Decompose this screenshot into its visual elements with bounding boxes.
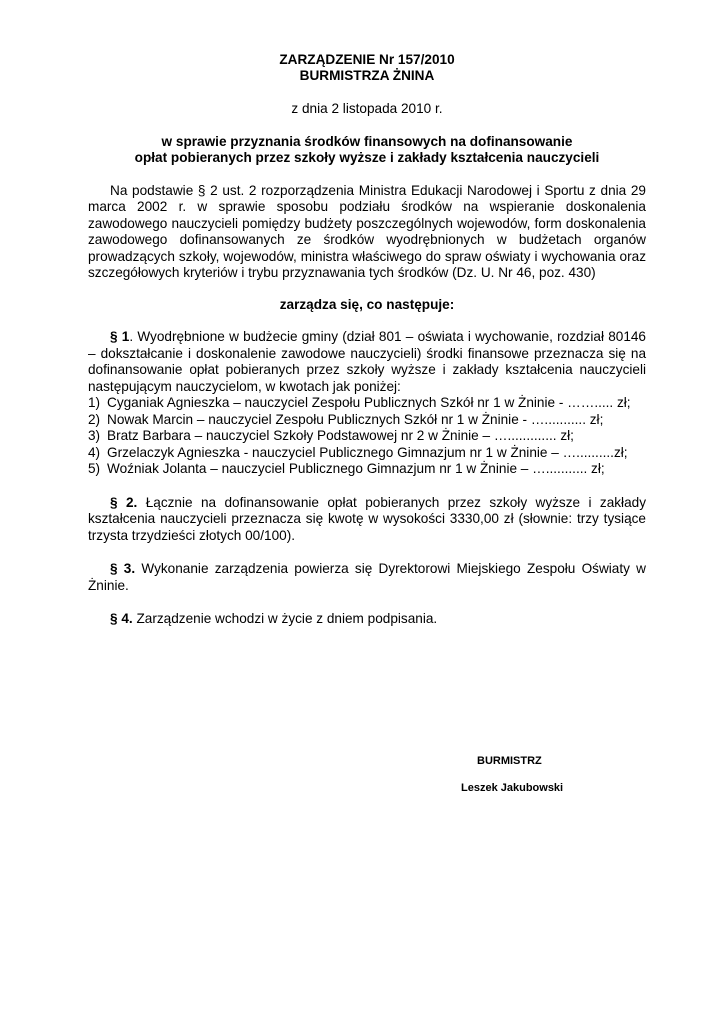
- list-item-text: Bratz Barbara – nauczyciel Szkoły Podstawowej nr 2 w Żninie – …............. zł;: [107, 428, 574, 443]
- section-1-text: . Wyodrębnione w budżecie gminy (dział 801 – oświata i wychowanie, rozdział 80146 – dokształcanie i doskonalenie zawodowe nauczycieli) środki finansowe przeznacza się na dofinansowanie opłat pobieranych przez szkoły wyższe i zakłady kształcenia nauczycieli następującym nauczycielom, w kwotach jak poniżej:: [88, 329, 646, 394]
- section-2-text: Łącznie na dofinansowanie opłat pobieranych przez szkoły wyższe i zakłady kształcenia nauczycieli przeznacza się kwotę w wysokości 3330,00 zł (słownie: trzy tysiące trzysta trzydzieści złotych 00/100).: [88, 494, 646, 543]
- document-title: [88, 52, 646, 84]
- list-item: [88, 412, 646, 429]
- subject-line-2: opłat pobieranych przez szkoły wyższe i zakłady kształcenia nauczycieli: [134, 150, 600, 165]
- section-2-paragraph: [88, 495, 646, 545]
- list-item-number: 3): [88, 428, 101, 443]
- section-3-paragraph: [88, 561, 646, 594]
- section-3-text: Wykonanie zarządzenia powierza się Dyrektorowi Miejskiego Zespołu Oświaty w Żninie.: [88, 561, 646, 593]
- list-item-text: Woźniak Jolanta – nauczyciel Publicznego Gimnazjum nr 1 w Żninie – …........... zł;: [107, 461, 605, 476]
- list-item-number: 2): [88, 411, 101, 427]
- signature-title: BURMISTRZ: [477, 755, 542, 767]
- legal-basis-paragraph: Na podstawie § 2 ust. 2 rozporządzenia Ministra Edukacji Narodowej i Sportu z dnia 29 marca 2002 r. w sprawie sposobu podziału środków na wspieranie doskonalenia zawodowego nauczycieli pomiędzy budżety poszczególnych wojewodów, form doskonalenia zawodowego dofinansowanych ze środków wyodrębnionych w budżetach organów prowadzących szkoły, wojewodów, ministra właściwego do spraw oświaty i wychowania oraz szczegółowych kryteriów i trybu przyznawania tych środków (Dz. U. Nr 46, poz. 430): [88, 182, 646, 280]
- title-line-1: ZARZĄDZENIE Nr 157/2010: [279, 52, 455, 67]
- section-1-marker: § 1: [110, 329, 130, 344]
- list-item: [88, 445, 646, 462]
- section-4-marker: § 4.: [110, 611, 133, 626]
- list-item-text: Grzelaczyk Agnieszka - nauczyciel Publicznego Gimnazjum nr 1 w Żninie – …..........zł;: [107, 444, 628, 460]
- list-item-text: Nowak Marcin – nauczyciel Zespołu Publicznych Szkół nr 1 w Żninie - …........... zł;: [107, 411, 604, 427]
- list-item: [88, 428, 646, 445]
- section-3-marker: § 3.: [110, 561, 136, 576]
- section-4-text: Zarządzenie wchodzi w życie z dniem podpisania.: [132, 611, 438, 626]
- list-item-number: 5): [88, 461, 101, 476]
- signature-name: Leszek Jakubowski: [461, 782, 564, 794]
- document-date: z dnia 2 listopada 2010 r.: [291, 101, 443, 116]
- subject-line-1: w sprawie przyznania środków finansowych na dofinansowanie: [161, 133, 573, 149]
- section-4-paragraph: [88, 611, 646, 628]
- section-2-marker: § 2.: [110, 494, 138, 510]
- list-item-text: Cyganiak Agnieszka – nauczyciel Zespołu Publicznych Szkół nr 1 w Żninie - ……..... zł;: [107, 395, 631, 410]
- list-item-number: 4): [88, 444, 101, 460]
- title-line-2: BURMISTRZA ŻNINA: [299, 68, 435, 83]
- list-item: [88, 461, 646, 478]
- document-subject: [88, 134, 646, 167]
- document-body: [88, 52, 646, 628]
- teacher-list: [88, 395, 646, 478]
- orders-heading: zarządza się, co następuje:: [279, 296, 455, 312]
- section-1-paragraph: [88, 329, 646, 395]
- list-item: [88, 395, 646, 412]
- list-item-number: 1): [88, 395, 101, 410]
